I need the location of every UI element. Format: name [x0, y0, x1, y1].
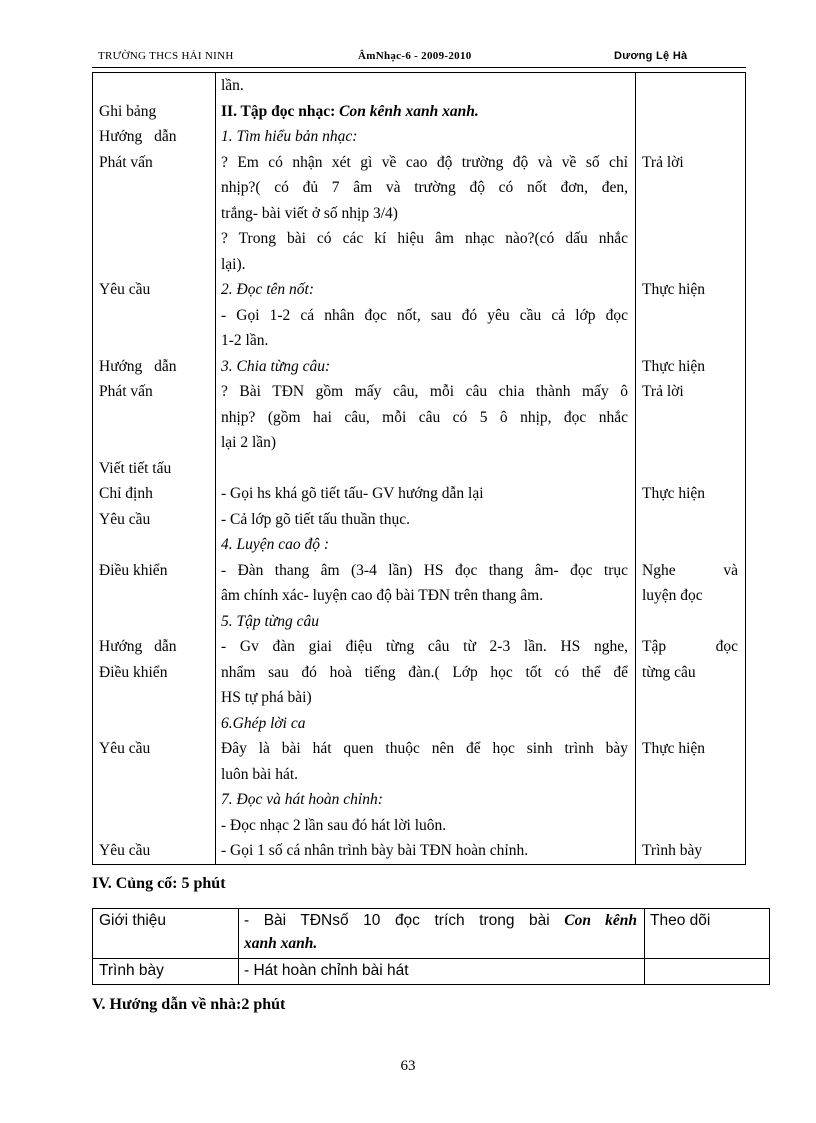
row-content-step-title: 6.Ghép lời ca	[221, 714, 306, 732]
row-content-step-title: 7. Đọc và hát hoàn chỉnh:	[221, 791, 383, 808]
row-content-text: ? Trong bài có các kí hiệu âm nhạc nào?(có dấu nhắc	[221, 230, 628, 247]
row-content-text: HS tự phá bài)	[221, 689, 312, 706]
row-content-text: ? Em có nhận xét gì về cao độ trường độ và về số chỉ	[221, 153, 628, 171]
review-song-title-part1: Con kênh	[564, 912, 637, 929]
column-divider	[215, 73, 216, 864]
header-rule	[92, 67, 746, 68]
header-subject: ÂmNhạc-6 - 2009-2010	[358, 50, 472, 62]
row-content-text: - Gọi hs khá gõ tiết tấu- GV hướng dẫn lại	[221, 485, 484, 502]
row-content-text: - Gọi 1-2 cá nhân đọc nốt, sau đó yêu cầu cả lớp đọc	[221, 306, 628, 324]
row-teacher-action: Yêu cầu	[99, 510, 151, 528]
row-teacher-action: Hướng dẫn	[99, 357, 177, 375]
row-content-text: lại).	[221, 255, 246, 273]
header-school: TRƯỜNG THCS HẢI NINH	[98, 50, 234, 62]
review-text-pre: - Bài TĐNsố 10 đọc trích trong bài	[244, 912, 550, 929]
row-content-text: âm chính xác- luyện cao độ bài TĐN trên thang âm.	[221, 587, 544, 604]
review-song-title-part2: xanh xanh.	[244, 935, 318, 952]
row-content-text: Đây là bài hát quen thuộc nên để học sinh trình bày	[221, 740, 628, 757]
row-student-action: Trả lời	[642, 153, 684, 171]
row-content-step-title: 1. Tìm hiểu bản nhạc:	[221, 128, 358, 145]
column-divider	[635, 73, 636, 864]
header-author: Dương Lệ Hà	[614, 50, 688, 62]
review-label-intro: Giới thiệu	[99, 912, 167, 929]
review-text-line2: - Hát hoàn chỉnh bài hát	[244, 962, 409, 979]
row-content-text: nhịp?( có đủ 7 âm và trường độ có nốt đơn, đen,	[221, 179, 628, 196]
row-teacher-action: Hướng dẫn	[99, 128, 177, 145]
row-student-action: Thực hiện	[642, 740, 706, 757]
row-content-text: lại 2 lần)	[221, 434, 277, 451]
row-student-action: Trả lời	[642, 383, 684, 400]
row-teacher-action: Điều khiển	[99, 663, 168, 681]
section-5-title: V. Hướng dẫn về nhà:2 phút	[92, 996, 286, 1013]
row-content-text: nhẩm sau đó hoà tiếng đàn.( Lớp học tốt có thể để	[221, 663, 628, 681]
row-content-text: luôn bài hát.	[221, 765, 299, 783]
row-content-step-title: 2. Đọc tên nốt:	[221, 281, 314, 298]
row-teacher-action: Viết tiết tấu	[99, 459, 172, 477]
review-label-present: Trình bày	[99, 962, 164, 979]
row-divider	[93, 958, 769, 959]
row-content-text: trắng- bài viết ở số nhịp 3/4)	[221, 204, 398, 222]
row-content-text: - Gv đàn giai điệu từng câu từ 2-3 lần. HS nghe,	[221, 638, 628, 655]
page-number: 63	[400, 1058, 416, 1074]
column-divider	[644, 909, 645, 984]
row-teacher-action: Phát vấn	[99, 383, 153, 400]
row-student-action: Thực hiện	[642, 485, 706, 502]
row-student-action: Thực hiện	[642, 281, 706, 298]
row-content-step-title: 5. Tập từng câu	[221, 612, 320, 630]
row-content-text: nhịp? (gồm hai câu, mỗi câu có 5 ô nhịp, đọc nhắc	[221, 408, 628, 426]
row-student-action: Thực hiện	[642, 357, 706, 375]
row-content-step-title: 3. Chia từng câu:	[221, 357, 331, 375]
row-student-action: Tập đọc	[642, 638, 738, 655]
row-student-action: luyện đọc	[642, 587, 703, 604]
row-teacher-action: Yêu cầu	[99, 740, 151, 757]
row-content-text: - Cả lớp gõ tiết tấu thuần thục.	[221, 510, 410, 528]
row-teacher-action: Hướng dẫn	[99, 638, 177, 655]
column-divider	[238, 909, 239, 984]
heading-label: II. Tập đọc nhạc:	[221, 102, 340, 120]
review-table	[92, 908, 770, 985]
review-text-line1	[244, 911, 637, 932]
row-teacher-action: Yêu cầu	[99, 842, 151, 859]
row-student-action: Trình bày	[642, 842, 703, 859]
row-teacher-action: Ghi bảng	[99, 102, 157, 120]
row-content-text: - Đàn thang âm (3-4 lần) HS đọc thang âm- đọc trục	[221, 561, 628, 579]
section-4-title: IV. Củng cố: 5 phút	[92, 875, 226, 892]
heading-song-title: Con kênh xanh xanh.	[339, 102, 479, 120]
row-content-text: ? Bài TĐN gồm mấy câu, mỗi câu chia thành mấy ô	[221, 383, 628, 400]
row-student-action: từng câu	[642, 663, 696, 681]
row-content-text: lần.	[221, 77, 244, 94]
row-teacher-action: Điều khiển	[99, 561, 168, 579]
row-content-step-title: 4. Luyện cao độ :	[221, 536, 330, 553]
row-student-action: Nghe và	[642, 561, 738, 579]
row-teacher-action: Chỉ định	[99, 485, 153, 502]
row-content-text: - Gọi 1 số cá nhân trình bày bài TĐN hoàn chỉnh.	[221, 842, 529, 859]
row-content-text: 1-2 lần.	[221, 332, 269, 349]
row-content-text: - Đọc nhạc 2 lần sau đó hát lời luôn.	[221, 816, 447, 834]
lesson-table	[92, 72, 746, 865]
row-content-heading	[221, 102, 479, 122]
review-action-follow: Theo dõi	[650, 912, 711, 929]
row-teacher-action: Yêu cầu	[99, 281, 151, 298]
row-teacher-action: Phát vấn	[99, 153, 153, 171]
